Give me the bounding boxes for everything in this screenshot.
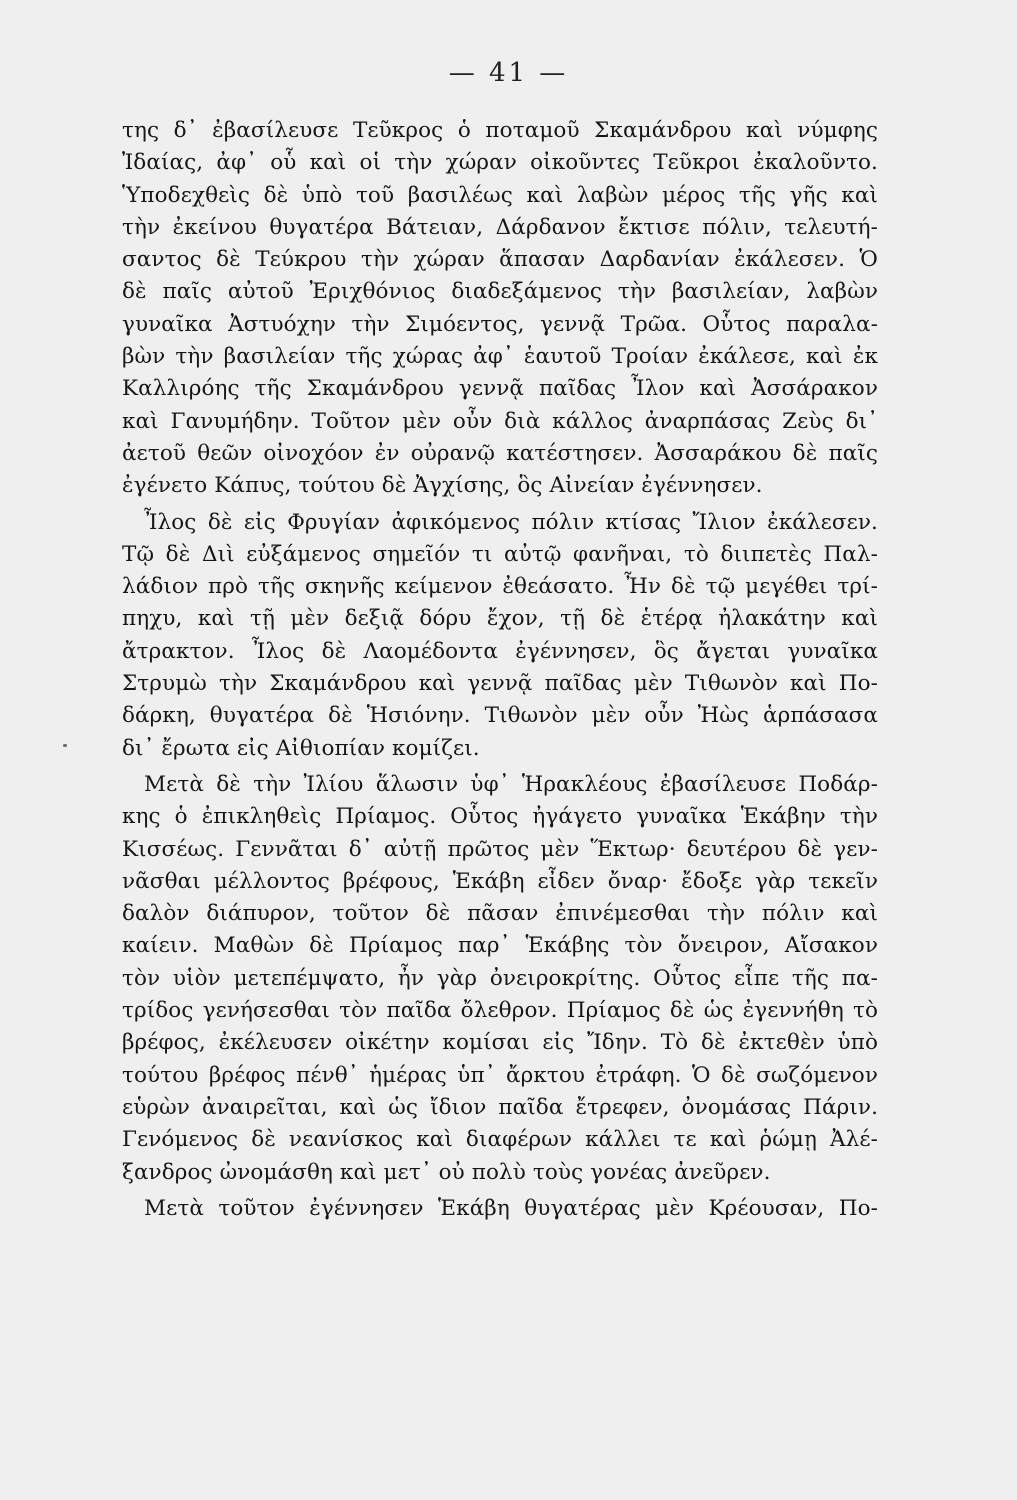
text-line: σαντος δὲ Τεύκρου τὴν χώραν ἅπασαν Δαρδανίαν ἐκάλεσεν. Ὁ (122, 247, 878, 273)
text-line: δάρκη, θυγατέρα δὲ Ἡσιόνην. Τιθωνὸν μὲν οὖν Ἠὼς ἁρπάσασα (122, 703, 878, 729)
text-line: Γενόμενος δὲ νεανίσκος καὶ διαφέρων κάλλει τε καὶ ῥώμῃ Ἀλέ- (122, 1127, 878, 1153)
text-line: δὲ παῖς αὐτοῦ Ἐριχθόνιος διαδεξάμενος τὴν βασιλείαν, λαβὼν (122, 279, 878, 305)
text-line: δαλὸν διάπυρον, τοῦτον δὲ πᾶσαν ἐπινέμεσθαι τὴν πόλιν καὶ (122, 901, 878, 927)
paragraph-4 (122, 1193, 878, 1225)
text-line: τὸν υἱὸν μετεπέμψατο, ἦν γὰρ ὀνειροκρίτης. Οὗτος εἶπε τῆς πα- (122, 965, 878, 991)
text-line: Ὑποδεχθεὶς δὲ ὑπὸ τοῦ βασιλέως καὶ λαβὼν μέρος τῆς γῆς καὶ (122, 182, 878, 208)
text-line: ἀετοῦ θεῶν οἰνοχόον ἐν οὐρανῷ κατέστησεν. Ἀσσαράκου δὲ παῖς (122, 440, 878, 466)
text-line: ἐγένετο Κάπυς, τούτου δὲ Ἀγχίσης, ὃς Αἰνείαν ἐγέννησεν. (122, 473, 763, 499)
body-text (122, 115, 878, 1225)
paragraph-1 (122, 115, 878, 503)
text-line: δι᾽ ἔρωτα εἰς Αἰθιοπίαν κομίζει. (122, 735, 480, 761)
text-line: Ἰδαίας, ἀφ᾽ οὗ καὶ οἱ τὴν χώραν οἰκοῦντες Τεῦκροι ἐκαλοῦντο. (122, 150, 878, 176)
text-line: τὴν ἐκείνου θυγατέρα Βάτειαν, Δάρδανον ἔκτισε πόλιν, τελευτή- (122, 214, 878, 240)
text-line: βὼν τὴν βασιλείαν τῆς χώρας ἀφ᾽ ἑαυτοῦ Τροίαν ἐκάλεσε, καὶ ἐκ (122, 344, 878, 370)
text-line: καὶ Γανυμήδην. Τοῦτον μὲν οὖν διὰ κάλλος ἀναρπάσας Ζεὺς δι᾽ (122, 408, 878, 434)
text-line: ἄτρακτον. Ἶλος δὲ Λαομέδοντα ἐγέννησεν, ὃς ἄγεται γυναῖκα (122, 638, 878, 664)
text-line: της δ᾽ ἐβασίλευσε Τεῦκρος ὁ ποταμοῦ Σκαμάνδρου καὶ νύμφης (122, 118, 878, 143)
text-line: Καλλιρόης τῆς Σκαμάνδρου γεννᾷ παῖδας Ἶλον καὶ Ἀσσάρακον (122, 376, 878, 402)
text-line: Τῷ δὲ Διὶ εὐξάμενος σημεῖόν τι αὐτῷ φανῆναι, τὸ διιπετὲς Παλ- (122, 541, 878, 567)
paragraph-2 (122, 507, 878, 765)
paragraph-3 (122, 769, 878, 1189)
text-line: Κισσέως. Γεννᾶται δ᾽ αὐτῇ πρῶτος μὲν Ἕκτωρ· δευτέρου δὲ γεν- (122, 836, 878, 862)
text-line: Στρυμὼ τὴν Σκαμάνδρου καὶ γεννᾷ παῖδας μὲν Τιθωνὸν καὶ Πο- (122, 671, 878, 697)
text-line: κης ὁ ἐπικληθεὶς Πρίαμος. Οὗτος ἠγάγετο γυναῖκα Ἑκάβην τὴν (122, 804, 878, 830)
ink-speck (63, 744, 67, 747)
text-line: Μετὰ δὲ τὴν Ἰλίου ἅλωσιν ὑφ᾽ Ἡρακλέους ἐβασίλευσε Ποδάρ- (144, 771, 878, 797)
text-line: λάδιον πρὸ τῆς σκηνῆς κείμενον ἐθεάσατο. Ἦν δὲ τῷ μεγέθει τρί- (122, 574, 878, 600)
text-line: νᾶσθαι μέλλοντος βρέφους, Ἑκάβη εἶδεν ὄναρ· ἔδοξε γὰρ τεκεῖν (122, 868, 878, 894)
text-line: γυναῖκα Ἀστυόχην τὴν Σιμόεντος, γεννᾷ Τρῶα. Οὗτος παραλα- (122, 311, 878, 337)
text-line: εὑρὼν ἀναιρεῖται, καὶ ὡς ἴδιον παῖδα ἔτρεφεν, ὀνομάσας Πάριν. (122, 1094, 878, 1120)
page-number: — 41 — (448, 58, 569, 88)
text-line: ξανδρος ὠνομάσθη καὶ μετ᾽ οὐ πολὺ τοὺς γονέας ἀνεῦρεν. (122, 1159, 771, 1185)
text-line: καίειν. Μαθὼν δὲ Πρίαμος παρ᾽ Ἑκάβης τὸν ὄνειρον, Αἴσακον (122, 933, 878, 959)
text-line: πηχυ, καὶ τῇ μὲν δεξιᾷ δόρυ ἔχον, τῇ δὲ ἑτέρᾳ ἠλακάτην καὶ (122, 606, 878, 632)
text-line: βρέφος, ἐκέλευσεν οἰκέτην κομίσαι εἰς Ἴδην. Τὸ δὲ ἐκτεθὲν ὑπὸ (122, 1030, 878, 1056)
text-line: τρίδος γενήσεσθαι τὸν παῖδα ὄλεθρον. Πρίαμος δὲ ὡς ἐγεννήθη τὸ (122, 998, 878, 1024)
text-line: Μετὰ τοῦτον ἐγέννησεν Ἑκάβη θυγατέρας μὲν Κρέουσαν, Πο- (144, 1195, 878, 1221)
text-line: τούτου βρέφος πένθ᾽ ἡμέρας ὑπ᾽ ἄρκτου ἐτράφη. Ὁ δὲ σωζόμενον (122, 1062, 878, 1088)
text-line: Ἶλος δὲ εἰς Φρυγίαν ἀφικόμενος πόλιν κτίσας Ἴλιον ἐκάλεσεν. (144, 509, 878, 535)
